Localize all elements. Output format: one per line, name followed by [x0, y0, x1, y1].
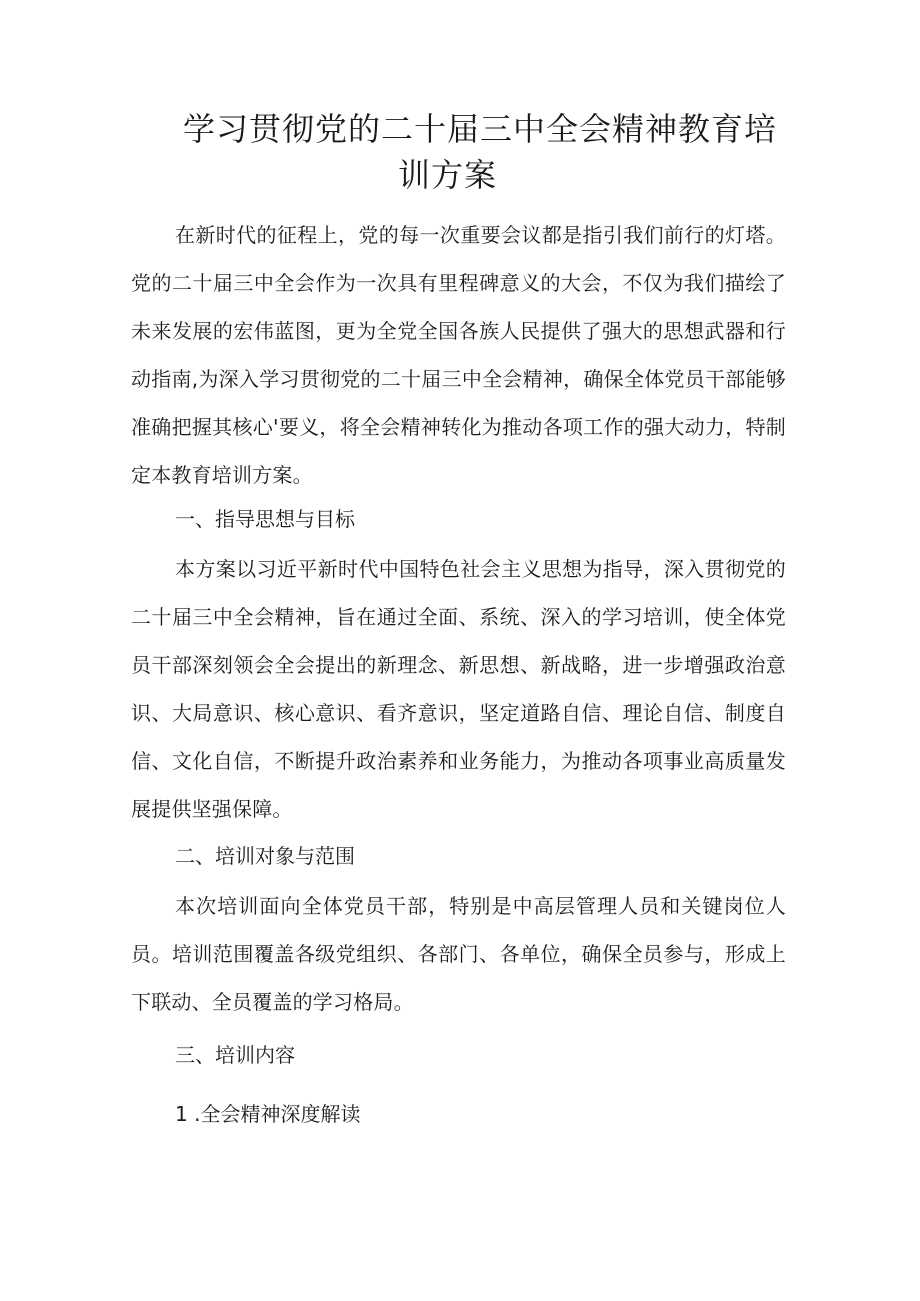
- section-2-heading: 二、培训对象与范围: [175, 844, 355, 868]
- item-1-heading: 1 .全会精神深度解读: [175, 1102, 361, 1126]
- document-title: [183, 106, 783, 198]
- title-line-2: 训方案: [398, 156, 498, 194]
- intro-paragraph: 在新时代的征程上，党的每一次重要会议都是指引我们前行的灯塔。党的二十届三中全会作为一次具有里程碑意义的大会，不仅为我们描绘了未来发展的宏伟蓝图，更为全党全国各族人民提供了强大的思想武器和行动指南,为深入学习贯彻党的二十届三中全会精神，确保全体党员干部能够准确把握其核心'要义，将全会精神转化为推动各项工作的强大动力，特制定本教育培训方案。: [131, 223, 786, 487]
- section-1-heading: 一、指导思想与目标: [175, 507, 355, 531]
- section-1-paragraph: 本方案以习近平新时代中国特色社会主义思想为指导，深入贯彻党的二十届三中全会精神，旨在通过全面、系统、深入的学习培训，使全体党员干部深刻领会全会提出的新理念、新思想、新战略，进一步增强政治意识、大局意识、核心意识、看齐意识，坚定道路自信、理论自信、制度自信、文化自信，不断提升政治素养和业务能力，为推动各项事业高质量发展提供坚强保障。: [131, 557, 786, 821]
- title-line-1: 学习贯彻党的二十届三中全会精神教育培: [183, 110, 778, 148]
- section-3-heading: 三、培训内容: [175, 1043, 295, 1067]
- section-2-paragraph: 本次培训面向全体党员干部，特别是中高层管理人员和关键岗位人员。培训范围覆盖各级党组织、各部门、各单位，确保全员参与，形成上下联动、全员覆盖的学习格局。: [131, 894, 786, 1014]
